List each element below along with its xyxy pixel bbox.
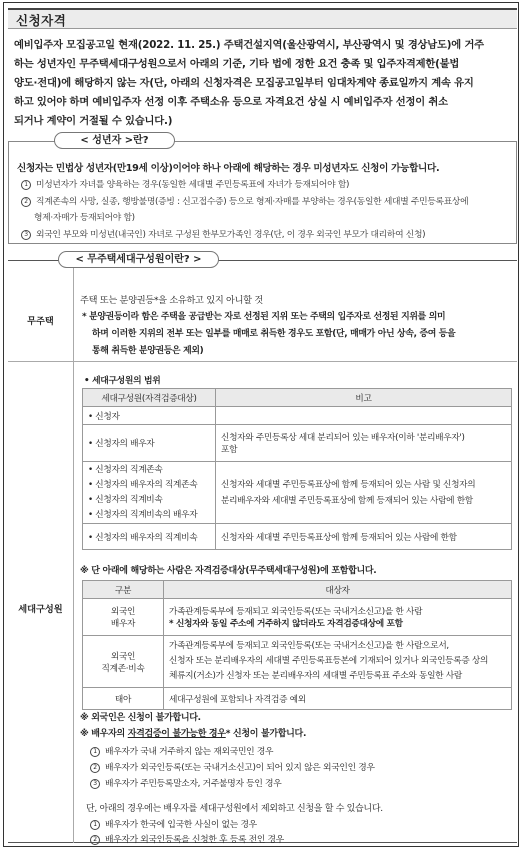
intro-line: 하고 있어야 하며 예비입주자 선정 이후 주택소유 등으로 자격요건 상실 시 예비입주자 선정이 취소 — [14, 96, 448, 108]
table-cell: 세대구성원에 포함되나 자격검증 예외 — [164, 688, 512, 710]
table-header: 비고 — [216, 389, 512, 407]
number-circle: 1 — [90, 747, 100, 757]
number-circle: 3 — [21, 230, 31, 240]
no-house-line: 주택 또는 분양권등*을 소유하고 있지 아니할 것 — [80, 295, 263, 306]
table-cell — [216, 407, 512, 425]
no-house-note: * 분양권등이라 함은 주택을 공급받는 자로 선정된 지위 또는 주택의 입주자로 선정된 지위를 의미 — [82, 312, 446, 322]
table-cell: • 신청자의 직계존속 • 신청자의 배우자의 직계존속 • 신청자의 직계비속 • 신청자의 직계비속의 배우자 — [83, 462, 216, 524]
no-house-label: 무주택 — [27, 316, 54, 327]
table-cell: • 신청자의 배우자 — [83, 425, 216, 462]
intro-line: 하는 성년자인 무주택세대구성원으로서 아래의 기준, 기타 법에 정한 요건 충족 및 입주자격제한(불법 — [14, 58, 460, 70]
number-circle: 1 — [21, 180, 31, 190]
number-circle: 3 — [90, 779, 100, 789]
adult-lead: 신청자는 민법상 성년자(만19세 이상)이어야 하나 아래에 해당하는 경우 미성년자도 신청이 가능합니다. — [17, 163, 440, 174]
include-note: ※ 단 아래에 해당하는 사람은 자격검증대상(무주택세대구성원)에 포함합니다. — [80, 566, 377, 576]
number-circle: 2 — [90, 835, 100, 845]
column-divider — [73, 261, 74, 843]
adult-item: 1 미성년자가 자녀를 양육하는 경우(동일한 세대별 주민등록표에 자녀가 등재되어야 함) — [21, 177, 349, 190]
spouse-note: ※ 배우자의 자격검증이 불가능한 경우* 신청이 불가합니다. — [80, 729, 307, 739]
number-circle: 1 — [90, 820, 100, 830]
spouse-item: 1 배우자가 국내 거주하지 않는 재외국민인 경우 — [90, 744, 273, 757]
table-cell: 외국인 직계존·비속 — [83, 636, 164, 688]
table-cell: 신청자와 주민등록상 세대 분리되어 있는 배우자(이하 '분리배우자') 포함 — [216, 425, 512, 462]
document-page — [3, 2, 519, 847]
spouse-item: 3 배우자가 주민등록말소자, 거주불명자 등인 경우 — [90, 776, 281, 789]
table-cell: • 신청자의 배우자의 직계비속 — [83, 524, 216, 550]
table-cell: • 신청자 — [83, 407, 216, 425]
table-row — [83, 425, 512, 462]
intro-paragraph — [14, 36, 514, 131]
section-title: 신청자격 — [16, 13, 67, 28]
except-item: 2 배우자가 외국인등록을 신청한 후 등록 전인 경우 — [90, 832, 284, 845]
adult-item: 3 외국인 부모와 미성년(내국인) 자녀로 구성된 한부모가족인 경우(단, 이 경우 외국인 부모가 대리하여 신청) — [21, 227, 425, 240]
household-pill: < 무주택세대구성원이란? > — [58, 251, 219, 268]
table-row — [83, 462, 512, 524]
row-divider — [8, 361, 517, 362]
number-circle: 2 — [21, 197, 31, 207]
table-header: 대상자 — [164, 581, 512, 599]
table-row — [83, 636, 512, 688]
household-section — [8, 260, 517, 843]
intro-line: 예비입주자 모집공고일 현재(2022. 11. 25.) 주택건설지역(울산광역시, 부산광역시 및 경상남도)에 거주 — [14, 39, 484, 51]
member-label: 세대구성원 — [18, 604, 63, 615]
intro-line: 양도·전대)에 해당하지 않는 자(단, 아래의 신청자격은 모집공고일부터 임대차계약 종료일까지 계속 유지 — [14, 77, 474, 89]
table-cell: 가족관계등록부에 등재되고 외국인등록(또는 국내거소신고)을 한 사람으로서, 신청자 또는 분리배우자의 세대별 주민등록표등본에 기재되어 있거나 외국인등록증 상의 체류지(거소)가 신청자 또는 분리배우자의 세대별 주민등록표 주소와 동일한 사람 — [164, 636, 512, 688]
adult-definition-box — [8, 141, 517, 244]
table-cell: 가족관계등록부에 등재되고 외국인등록(또는 국내거소신고)을 한 사람 * 신청자와 동일 주소에 거주하지 않더라도 자격검증대상에 포함 — [164, 599, 512, 636]
table-header: 세대구성원(자격검증대상) — [83, 389, 216, 407]
except-item: 1 배우자가 한국에 입국한 사실이 없는 경우 — [90, 817, 257, 830]
number-circle: 2 — [90, 763, 100, 773]
spouse-item: 2 배우자가 외국인등록(또는 국내거소신고)이 되어 있지 않은 외국인인 경우 — [90, 760, 375, 773]
table-row — [83, 688, 512, 710]
no-house-note: 하며 이러한 지위의 전부 또는 일부를 매매로 취득한 경우도 포함(단, 매매가 아닌 상속, 증여 등을 — [92, 329, 456, 339]
section-title-bar — [8, 8, 517, 29]
extra-target-table — [82, 580, 512, 710]
table-cell: 신청자와 세대별 주민등록표상에 함께 등재되어 있는 사람에 한함 — [216, 524, 512, 550]
table-row — [83, 524, 512, 550]
adult-item-continued: 형제·자매가 등재되어야 함) — [34, 213, 135, 223]
table-row — [83, 407, 512, 425]
intro-line: 되거나 계약이 거절될 수 있습니다.) — [14, 115, 173, 127]
foreigner-note: ※ 외국인은 신청이 불가합니다. — [80, 713, 201, 723]
range-title: • 세대구성원의 범위 — [84, 376, 161, 386]
except-lead: 단, 아래의 경우에는 배우자를 세대구성원에서 제외하고 신청을 할 수 있습니다. — [86, 804, 383, 814]
adult-item: 2 직계존속의 사망, 실종, 행방불명(증빙 : 신고접수증) 등으로 형제·자매를 부양하는 경우(동일한 세대별 주민등록표상에 — [21, 194, 468, 207]
adult-pill: < 성년자 >란? — [54, 132, 175, 149]
table-cell: 신청자와 세대별 주민등록표상에 함께 등재되어 있는 사람 및 신청자의 분리배우자와 세대별 주민등록표상에 함께 등재되어 있는 사람에 한함 — [216, 462, 512, 524]
table-header: 구분 — [83, 581, 164, 599]
table-row — [83, 599, 512, 636]
member-range-table — [82, 388, 512, 550]
table-cell: 태아 — [83, 688, 164, 710]
table-cell: 외국인 배우자 — [83, 599, 164, 636]
no-house-note: 통해 취득한 분양권등은 제외) — [92, 346, 204, 356]
